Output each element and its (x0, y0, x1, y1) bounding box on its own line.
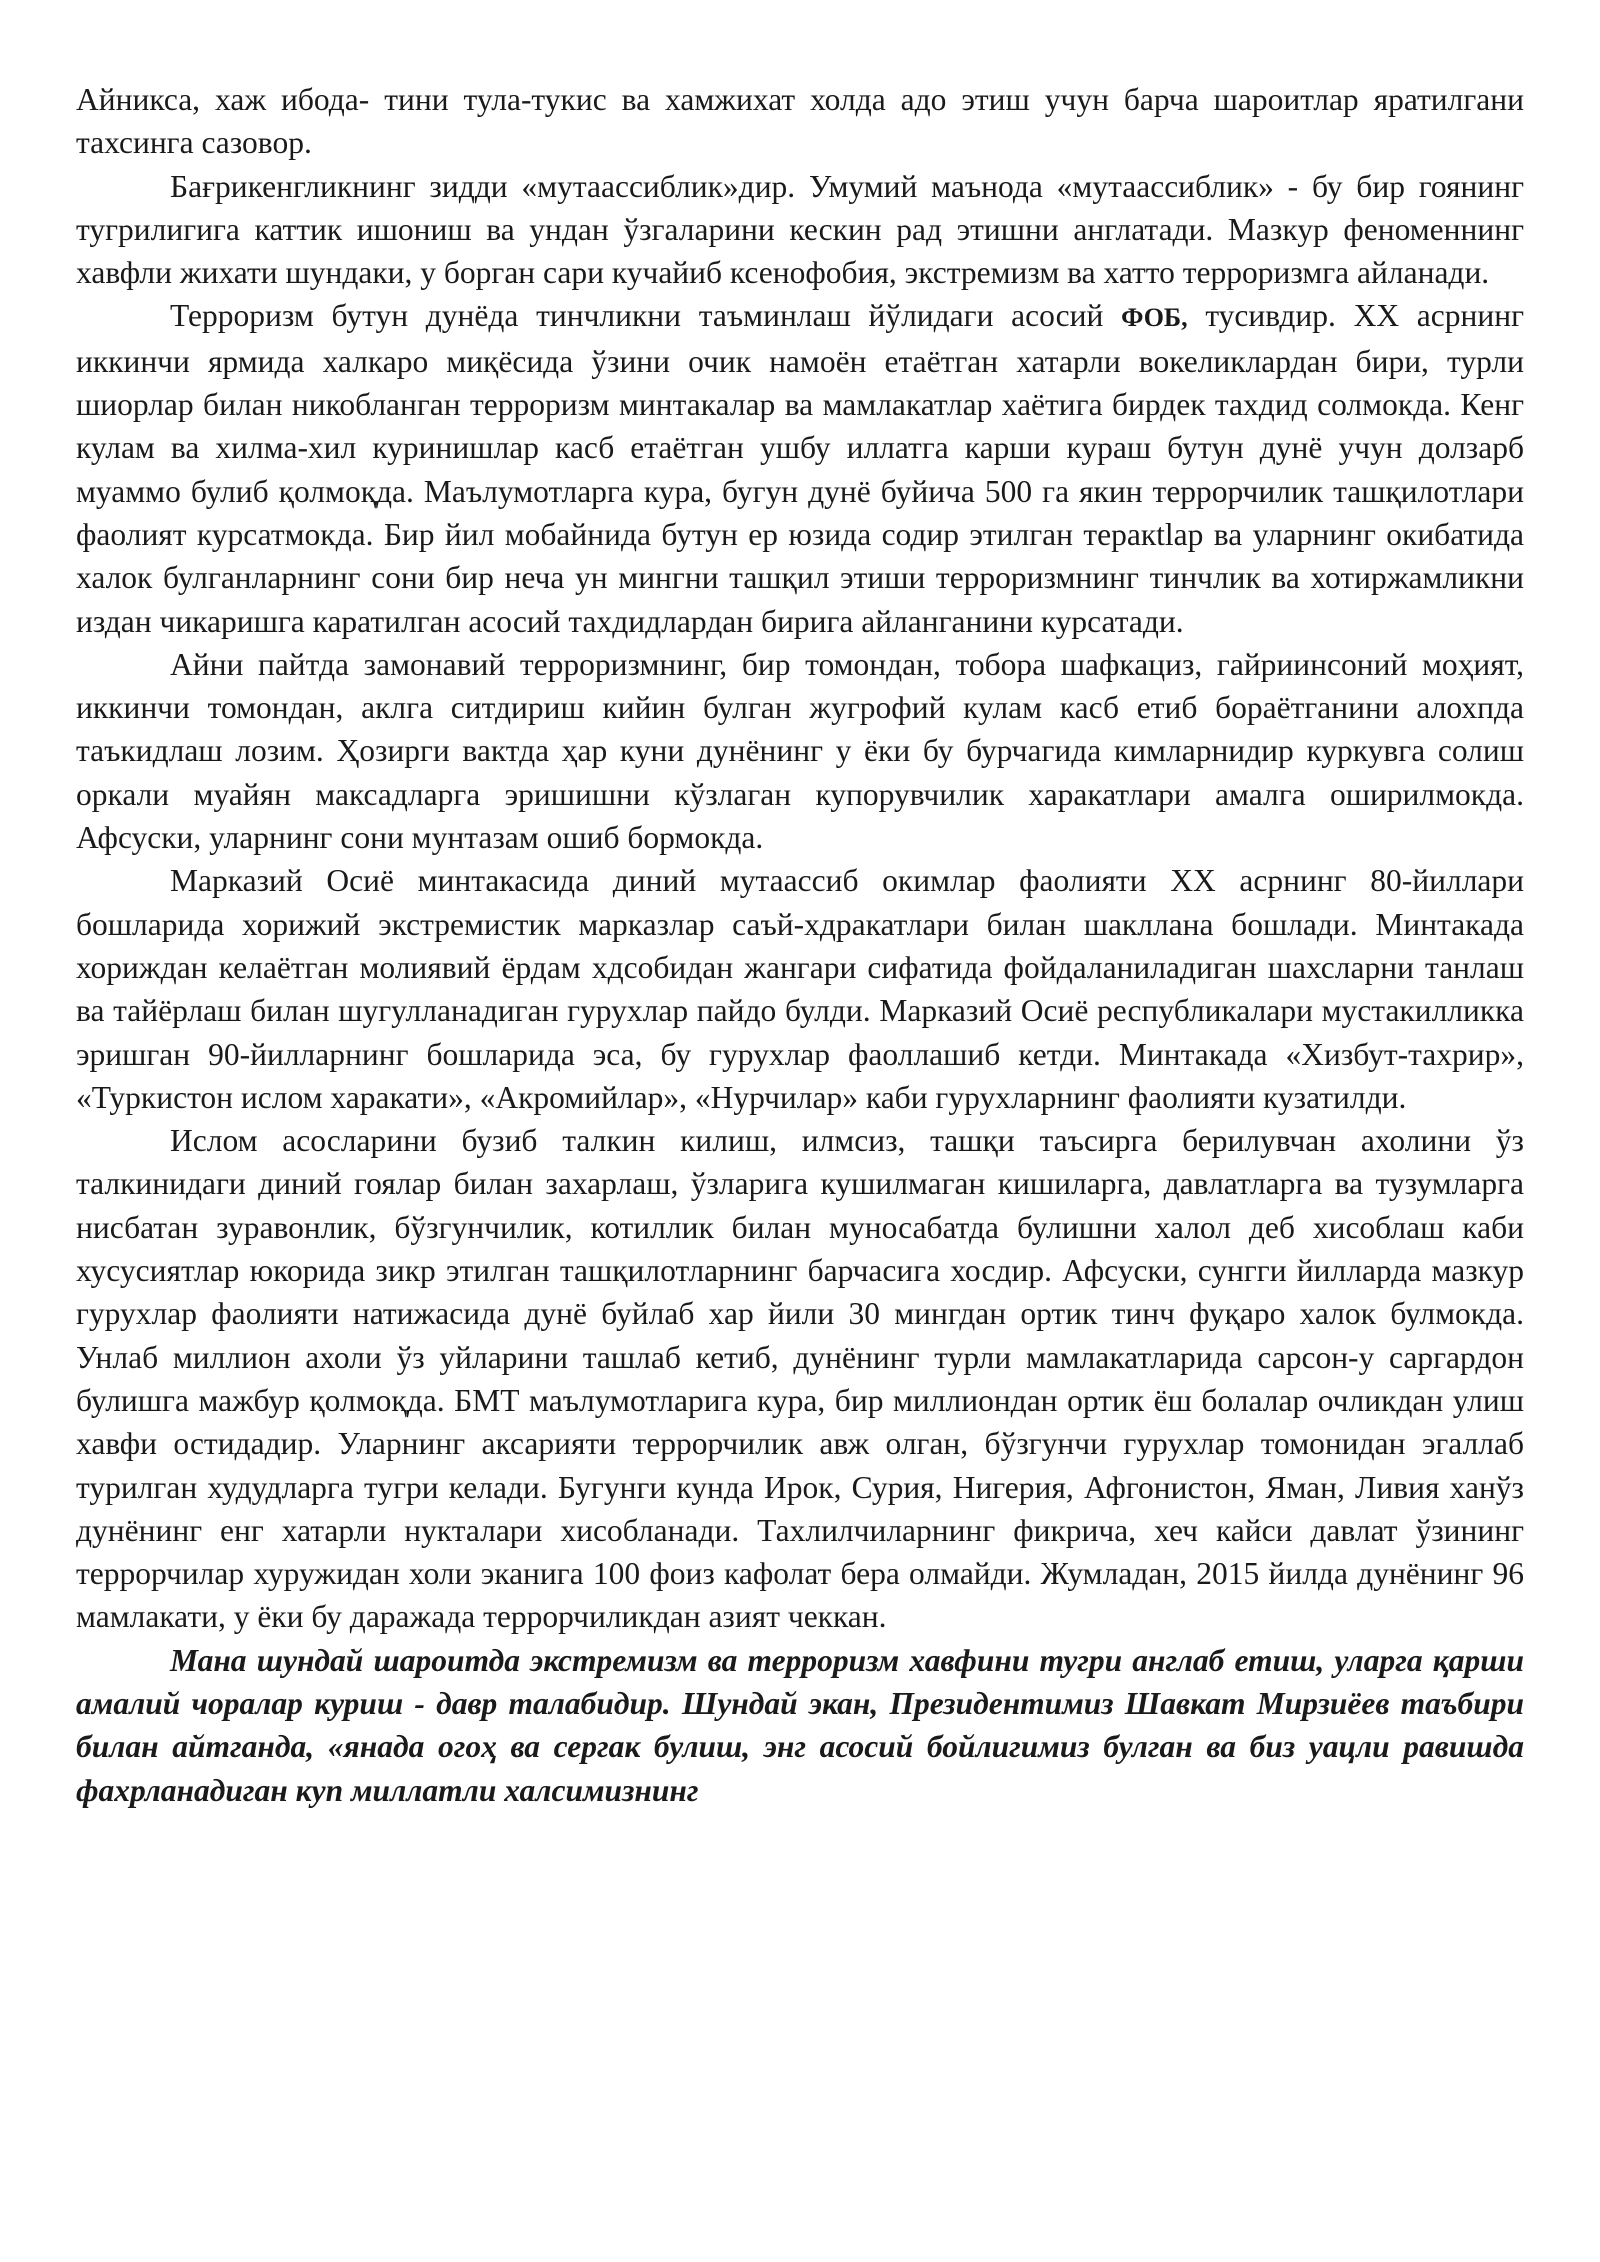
paragraph-terrorism-text-before: Терроризм бутун дунёда тинчликни таъминлаш йўлидаги асосий (170, 298, 1122, 334)
paragraph-islam-distortion: Ислом асосларини бузиб талкин килиш, илмсиз, ташқи таъсирга берилувчан ахолини ўз талкинидаги диний гоялар билан захарлаш, ўзларига кушилмаган кишиларга, давлатларга ва тузумларга нисбатан зуравонлик, бўзгунчилик, котиллик билан муносабатда булишни халол деб хисоблаш каби хусусиятлар юкорида зикр этилган ташқилотларнинг барчасига хосдир. Афсуски, сунгги йилларда мазкур гурухлар фаолияти натижасида дунё буйлаб хар йили 30 мингдан ортик тинч фуқаро халок булмокда. Унлаб миллион ахоли ўз уйларини ташлаб кетиб, дунёнинг турли мамлакатларида сарсон-у саргардон булишга мажбур қолмоқда. БМТ маълумотларига кура, бир миллиондан ортик ёш болалар очликдан улиш хавфи остидадир. Уларнинг аксарияти террорчилик авж олган, бўзгунчи гурухлар томонидан эгаллаб турилган худудларга тугри келади. Бугунги кунда Ирок, Сурия, Нигерия, Афгонистон, Яман, Ливия ханўз дунёнинг енг хатарли нукталари хисобланади. Тахлилчиларнинг фикрича, хеч кайси давлат ўзининг террорчилар хуружидан холи эканига 100 фоиз кафолат бера олмайди. Жумладан, 2015 йилда дунёнинг 96 мамлакати, у ёки бу даражада террорчиликдан азият чеккан. (76, 1123, 1524, 1635)
paragraph-terrorism-threat (76, 294, 1524, 642)
document-page (76, 78, 1524, 1812)
paragraph-continuation: Айникса, хаж ибода- тини тула-тукис ва хамжихат холда адо этиш учун барча шароитлар яратилгани тахсинга сазовор. (76, 82, 1524, 161)
paragraph-terrorism-text-after: тусивдир. XX асрнинг иккинчи ярмида халкаро миқёсида ўзини очик намоён етаётган хатарли вокеликлардан бири, турли шиорлар билан никобланган терроризм минтакалар ва мамлакатлар хаётига бирдек тахдид солмокда. Кенг кулам ва хилма-хил куринишлар касб етаётган ушбу иллатга карши кураш бутун дунё учун долзарб муаммо булиб қолмоқда. Маълумотларга кура, бугун дунё буйича 500 га якин террорчилик ташқилотлари фаолият курсатмокда. Бир йил мобайнида бутун ер юзида содир этилган теракtlар ва уларнинг окибатида халок булганларнинг сони бир неча ун мингни ташқил этиши терроризмнинг тинчлик ва хотиржамликни издан чикаришга каратилган асосий тахдидлардан бирига айланганини курсатади. (76, 298, 1524, 639)
paragraph-tolerance: Бағрикенгликнинг зидди «мутаассиблик»дир. Умумий маънода «мутаассиблик» - бу бир гоянинг тугрилигига каттик ишониш ва ундан ўзгаларини кескин рад этишни англатади. Мазкур феноменнинг хавфли жихати шундаки, у борган сари кучайиб ксенофобия, экстремизм ва хатто терроризмга айланади. (76, 168, 1524, 291)
paragraph-conclusion-emphasis: Мана шундай шароитда экстремизм ва терроризм хавфини тугри англаб етиш, уларга қарши амалий чоралар куриш - давр талабидир. Шундай экан, Президентимиз Шавкат Мирзиёев таъбири билан айтганда, «янада огоҳ ва сергак булиш, энг асосий бойлигимиз булган ва биз уацли равишда фахрланадиган куп миллатли халсимизнинг (76, 1642, 1524, 1808)
paragraph-terrorism-bold-word: ФОБ, (1121, 303, 1188, 333)
paragraph-central-asia: Марказий Осиё минтакасида диний мутаассиб окимлар фаолияти XX асрнинг 80-йиллари бошларида хорижий экстремистик марказлар саъй-хдракатлари билан шаклланa бошлади. Минтакада хориждан келаётган молиявий ёрдам хдсобидан жангари сифатида фойдаланиладиган шахсларни танлаш ва тайёрлаш билан шугулланадиган гурухлар пайдо булди. Марказий Осиё республикалари мустакилликка эришган 90-йилларнинг бошларида эса, бу гурухлар фаоллашиб кетди. Минтакада «Хизбут-тахрир», «Туркистон ислом харакати», «Акромийлар», «Нурчилар» каби гурухларнинг фаолияти кузатилди. (76, 863, 1524, 1115)
paragraph-modern-terrorism: Айни пайтда замонавий терроризмнинг, бир томондан, тобора шафкациз, гайриинсоний моҳият, иккинчи томондан, аклга ситдириш кийин булган жугрофий кулам касб етиб бораётганини алохпда таъкидлаш лозим. Ҳозирги вактда ҳар куни дунёнинг у ёки бу бурчагида кимларнидир куркувга солиш оркали муайян максадларга эришишни кўзлаган купорувчилик харакатлари амалга оширилмокда. Афсуски, уларнинг сони мунтазам ошиб бормокда. (76, 646, 1524, 856)
